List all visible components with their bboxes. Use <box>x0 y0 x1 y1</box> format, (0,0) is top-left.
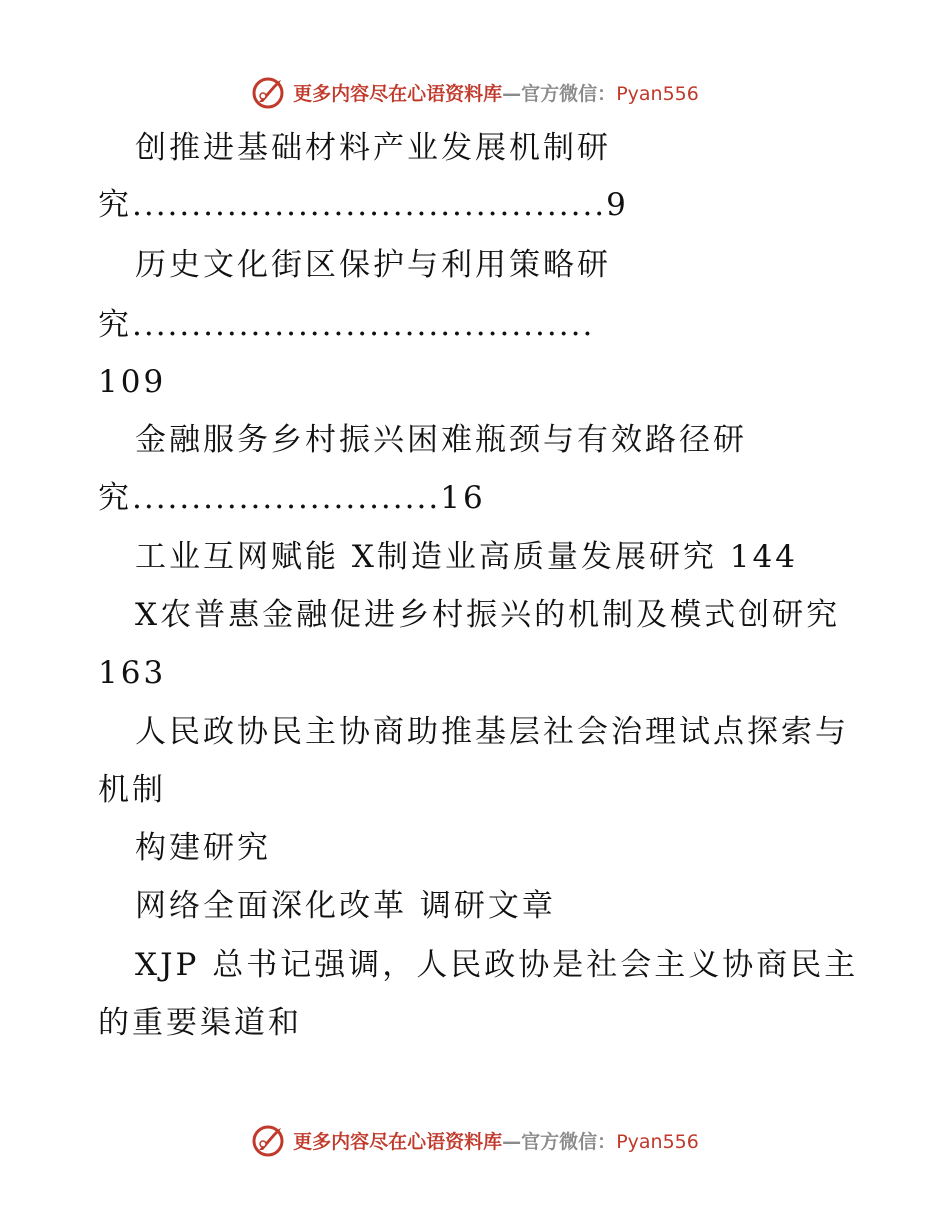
toc-entry-3-continuation: 究 <box>98 480 132 516</box>
toc-entry-3-page: 16 <box>440 480 486 516</box>
toc-entry-1-title: 创推进基础材料产业发展机制研 <box>135 130 611 166</box>
toc-entry-1-page: 9 <box>606 187 629 223</box>
watermark-dash: — <box>502 82 522 105</box>
section-heading: 网络全面深化改革 调研文章 <box>135 888 556 924</box>
toc-entry-5-page: 163 <box>98 655 167 691</box>
watermark-wechat-label: 官方微信： <box>521 1130 617 1153</box>
paragraph-line-3: 构建研究 <box>135 830 271 866</box>
quill-logo-icon <box>251 74 287 110</box>
watermark-dash: — <box>502 1130 522 1153</box>
toc-entry-2-leader-line <box>98 305 594 345</box>
toc-entry-1-continuation: 究 <box>98 187 132 223</box>
toc-entry-3-dots: .......................... <box>132 480 441 516</box>
watermark-wechat-id: Pyan556 <box>616 82 699 105</box>
toc-entry-3-leader-line <box>98 478 486 518</box>
toc-entry-2-continuation: 究 <box>98 307 132 343</box>
toc-entry-2-page: 109 <box>98 364 167 400</box>
toc-entry-2-title: 历史文化街区保护与利用策略研 <box>135 247 611 283</box>
watermark-site-name: 更多内容尽在心语资料库 <box>293 82 503 105</box>
toc-entry-1-leader-line <box>98 185 629 225</box>
footer-watermark <box>0 1120 950 1160</box>
toc-entry-3-title: 金融服务乡村振兴困难瓶颈与有效路径研 <box>135 422 747 458</box>
paragraph-line-1: 人民政协民主协商助推基层社会治理试点探索与 <box>135 714 849 750</box>
paragraph-line-5: 的重要渠道和 <box>98 1005 302 1041</box>
toc-entry-5-title: X农普惠金融促进乡村振兴的机制及模式创研究 <box>135 597 841 633</box>
toc-entry-2-dots: ....................................... <box>132 307 595 343</box>
toc-entry-4: 工业互网赋能 X制造业高质量发展研究 144 <box>135 539 798 575</box>
quill-logo-icon <box>251 1122 287 1158</box>
header-watermark <box>0 72 950 112</box>
paragraph-line-4: XJP 总书记强调，人民政协是社会主义协商民主 <box>135 947 859 983</box>
watermark-wechat-label: 官方微信： <box>521 82 617 105</box>
paragraph-line-2: 机制 <box>98 772 166 808</box>
watermark-wechat-id: Pyan556 <box>616 1130 699 1153</box>
watermark-site-name: 更多内容尽在心语资料库 <box>293 1130 503 1153</box>
toc-entry-1-dots: ........................................ <box>132 187 607 223</box>
